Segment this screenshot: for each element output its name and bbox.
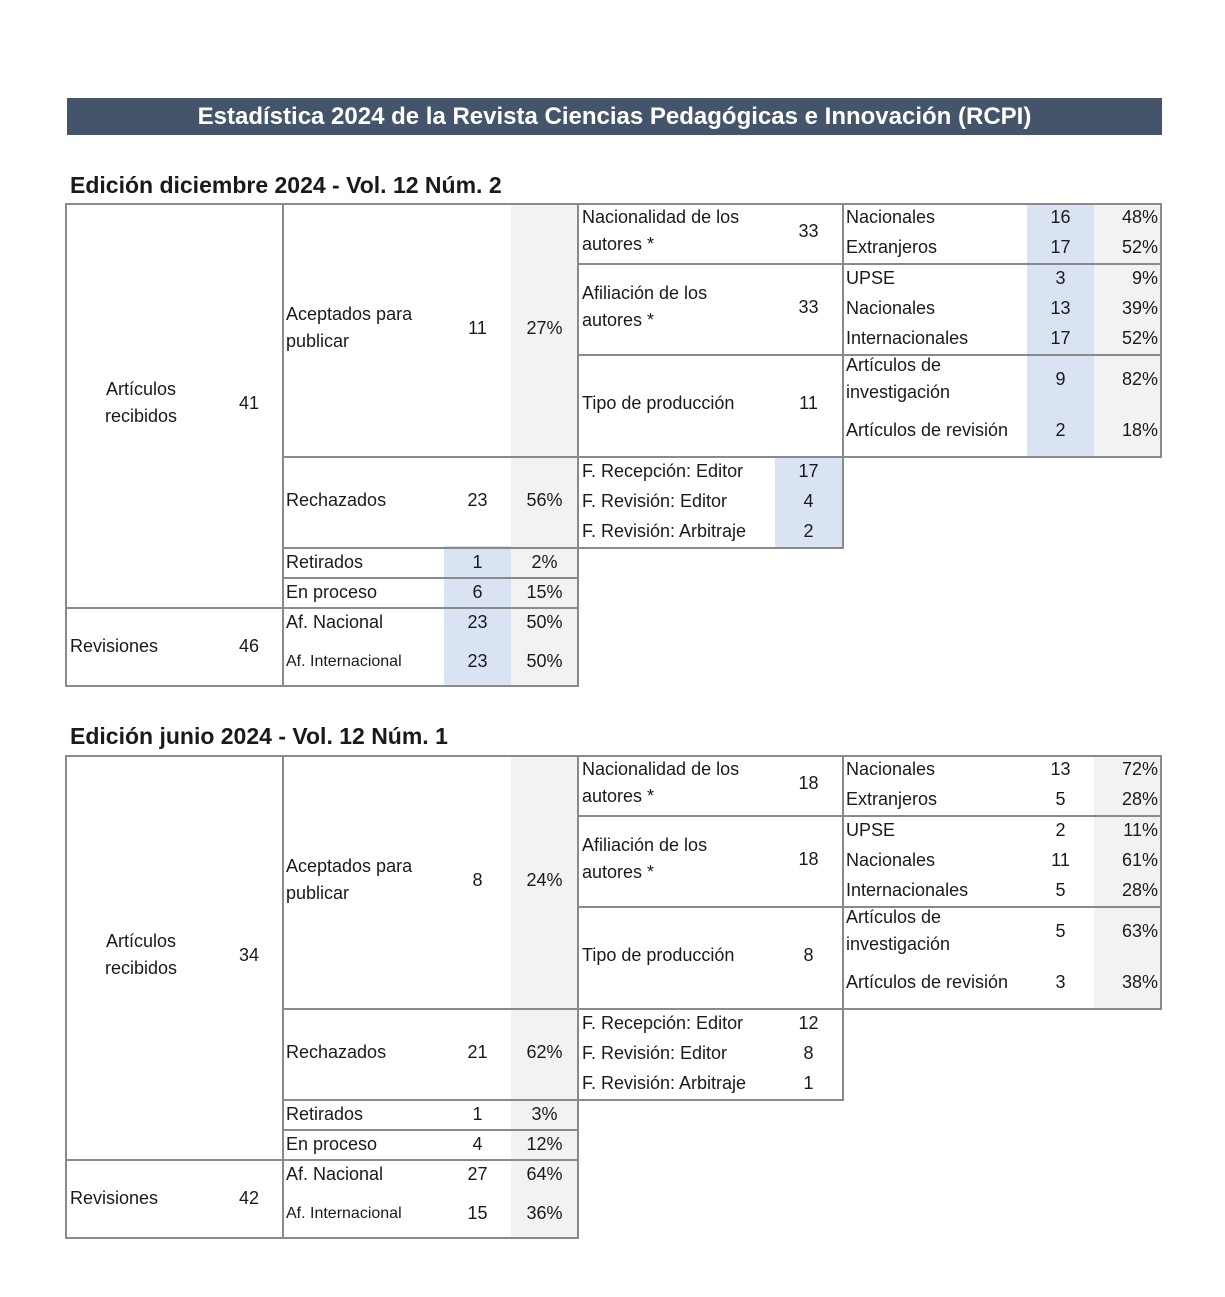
investigacion-value: 5 (1055, 921, 1066, 941)
tipo-value: 11 (799, 393, 818, 413)
afil-nacionales-value: 13 (1050, 298, 1071, 318)
aceptados-value: 11 (468, 318, 487, 338)
revision-pct: 38% (1121, 972, 1158, 992)
en-proceso-pct: 12% (526, 1134, 563, 1154)
f-recepcion-label: F. Recepción: Editor (582, 461, 744, 481)
internacionales-pct: 28% (1121, 880, 1158, 900)
nacionales-label: Nacionales (846, 759, 936, 779)
recibidos-value: 41 (238, 393, 260, 413)
af-internacional-pct: 36% (526, 1203, 563, 1223)
nacionalidad-value: 18 (798, 773, 819, 793)
f-recepcion-label: F. Recepción: Editor (582, 1013, 744, 1033)
extranjeros-label: Extranjeros (846, 237, 938, 257)
af-nacional-pct: 64% (526, 1164, 563, 1184)
upse-label: UPSE (846, 268, 896, 288)
revisiones-label: Revisiones (70, 1188, 159, 1208)
af-nacional-value: 23 (467, 612, 488, 632)
edition-title: Edición junio 2024 - Vol. 12 Núm. 1 (70, 723, 448, 749)
extranjeros-value: 5 (1055, 789, 1066, 809)
revision-value: 2 (1055, 420, 1066, 440)
f-revision-editor-value: 8 (803, 1043, 814, 1063)
revisiones-value: 42 (238, 1188, 260, 1208)
internacionales-label: Internacionales (846, 328, 969, 348)
afiliacion-label: Afiliación de los autores * (582, 835, 708, 882)
tipo-label: Tipo de producción (582, 393, 735, 413)
afil-nacionales-label: Nacionales (846, 850, 936, 870)
upse-value: 3 (1055, 268, 1066, 288)
investigacion-value: 9 (1055, 369, 1066, 389)
retirados-value: 1 (472, 552, 483, 572)
upse-label: UPSE (846, 820, 896, 840)
revision-value: 3 (1055, 972, 1066, 992)
f-revision-arbitraje-value: 1 (803, 1073, 814, 1093)
af-nacional-label: Af. Nacional (286, 1164, 384, 1184)
afil-nacionales-value: 11 (1051, 850, 1070, 870)
investigacion-pct: 82% (1121, 369, 1158, 389)
nacionales-label: Nacionales (846, 207, 936, 227)
rechazados-pct: 56% (526, 490, 563, 510)
af-nacional-pct: 50% (526, 612, 563, 632)
rechazados-value: 23 (467, 490, 488, 510)
revisiones-label: Revisiones (70, 636, 159, 656)
nacionalidad-value: 33 (798, 221, 819, 241)
nacionales-pct: 48% (1121, 207, 1158, 227)
afiliacion-value: 33 (798, 297, 819, 317)
rechazados-label: Rechazados (286, 490, 387, 510)
f-revision-editor-label: F. Revisión: Editor (582, 491, 728, 511)
f-revision-arbitraje-label: F. Revisión: Arbitraje (582, 1073, 747, 1093)
retirados-label: Retirados (286, 552, 364, 572)
afil-nacionales-pct: 61% (1121, 850, 1158, 870)
revisiones-value: 46 (238, 636, 260, 656)
retirados-pct: 2% (531, 552, 558, 572)
aceptados-value: 8 (472, 870, 483, 890)
f-revision-arbitraje-value: 2 (803, 521, 814, 541)
retirados-pct: 3% (531, 1104, 558, 1124)
en-proceso-value: 6 (472, 582, 483, 602)
en-proceso-pct: 15% (526, 582, 563, 602)
af-nacional-value: 27 (467, 1164, 488, 1184)
report-title: Estadística 2024 de la Revista Ciencias Pedagógicas e Innovación (RCPI) (67, 98, 1162, 135)
retirados-value: 1 (472, 1104, 483, 1124)
edition-title: Edición diciembre 2024 - Vol. 12 Núm. 2 (70, 172, 502, 198)
nacionalidad-label: Nacionalidad de los autores * (582, 207, 740, 254)
revision-label: Artículos de revisión (846, 420, 1009, 440)
edition-table-dic (0, 203, 1225, 693)
nacionales-value: 13 (1050, 759, 1071, 779)
nacionalidad-label: Nacionalidad de los autores * (582, 759, 740, 806)
revision-label: Artículos de revisión (846, 972, 1009, 992)
f-revision-editor-label: F. Revisión: Editor (582, 1043, 728, 1063)
af-internacional-value: 15 (467, 1203, 488, 1223)
afil-nacionales-label: Nacionales (846, 298, 936, 318)
f-recepcion-value: 17 (798, 461, 819, 481)
aceptados-label: Aceptados para publicar (286, 856, 413, 903)
internacionales-pct: 52% (1121, 328, 1158, 348)
aceptados-pct: 27% (526, 318, 563, 338)
afiliacion-value: 18 (798, 849, 819, 869)
articulos-label: Artículos recibidos (104, 379, 178, 426)
tipo-value: 8 (803, 945, 814, 965)
f-revision-arbitraje-label: F. Revisión: Arbitraje (582, 521, 747, 541)
afiliacion-label: Afiliación de los autores * (582, 283, 708, 330)
afil-nacionales-pct: 39% (1121, 298, 1158, 318)
investigacion-label: Artículos de investigación (846, 907, 951, 954)
af-internacional-pct: 50% (526, 651, 563, 671)
internacionales-label: Internacionales (846, 880, 969, 900)
upse-pct: 11% (1123, 820, 1158, 840)
internacionales-value: 5 (1055, 880, 1066, 900)
extranjeros-pct: 28% (1121, 789, 1158, 809)
edition-table-jun (0, 755, 1225, 1245)
extranjeros-pct: 52% (1121, 237, 1158, 257)
investigacion-pct: 63% (1121, 921, 1158, 941)
extranjeros-label: Extranjeros (846, 789, 938, 809)
retirados-label: Retirados (286, 1104, 364, 1124)
f-recepcion-value: 12 (798, 1013, 819, 1033)
af-internacional-label: Af. Internacional (286, 653, 402, 670)
investigacion-label: Artículos de investigación (846, 355, 951, 402)
rechazados-value: 21 (467, 1042, 488, 1062)
rechazados-pct: 62% (526, 1042, 563, 1062)
extranjeros-value: 17 (1050, 237, 1071, 257)
en-proceso-label: En proceso (286, 582, 378, 602)
aceptados-pct: 24% (526, 870, 563, 890)
nacionales-value: 16 (1050, 207, 1071, 227)
revision-pct: 18% (1121, 420, 1158, 440)
aceptados-label: Aceptados para publicar (286, 304, 413, 351)
recibidos-value: 34 (238, 945, 260, 965)
en-proceso-label: En proceso (286, 1134, 378, 1154)
upse-pct: 9% (1131, 268, 1158, 288)
nacionales-pct: 72% (1121, 759, 1158, 779)
internacionales-value: 17 (1050, 328, 1071, 348)
af-internacional-label: Af. Internacional (286, 1205, 402, 1222)
af-nacional-label: Af. Nacional (286, 612, 384, 632)
f-revision-editor-value: 4 (803, 491, 814, 511)
tipo-label: Tipo de producción (582, 945, 735, 965)
articulos-label: Artículos recibidos (104, 931, 178, 978)
en-proceso-value: 4 (472, 1134, 483, 1154)
af-internacional-value: 23 (467, 651, 488, 671)
upse-value: 2 (1055, 820, 1066, 840)
rechazados-label: Rechazados (286, 1042, 387, 1062)
